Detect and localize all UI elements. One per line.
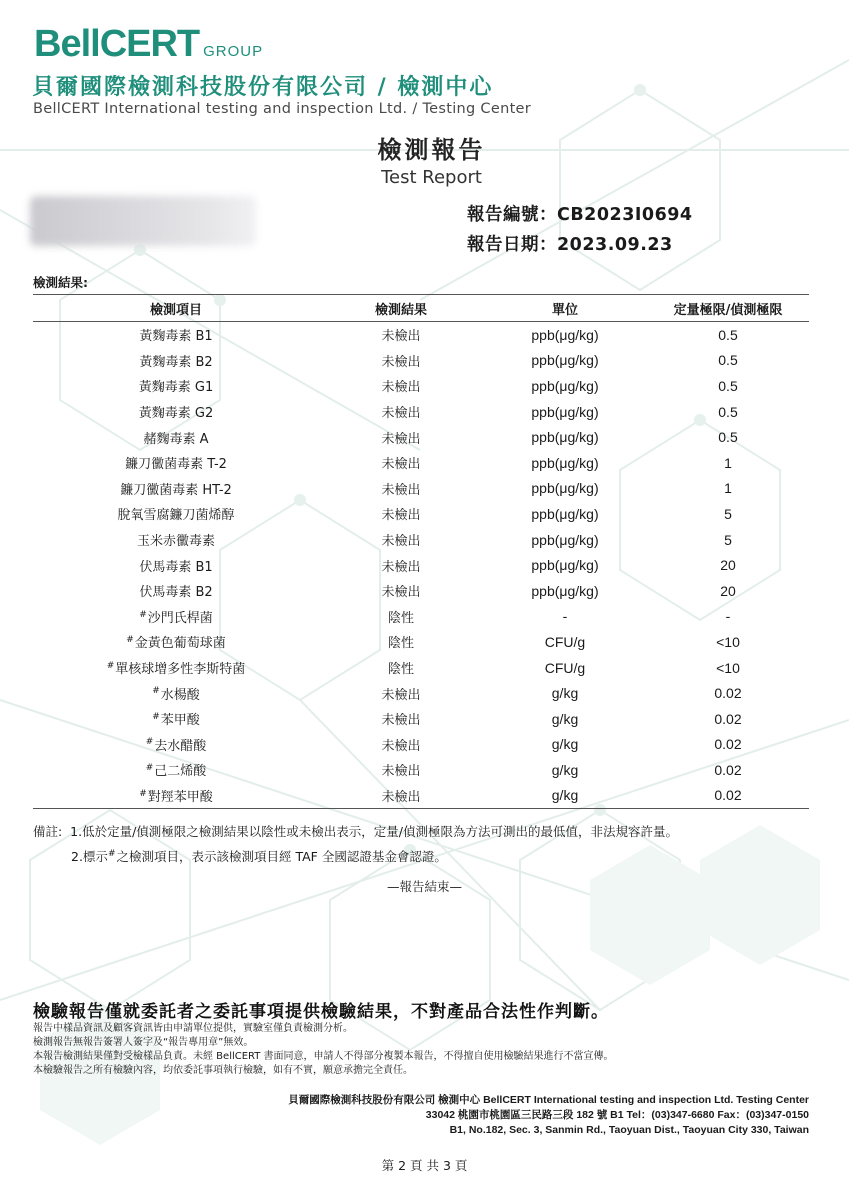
cell-item <box>33 450 319 476</box>
table-row <box>33 399 809 425</box>
item-name: 單核球增多性李斯特菌 <box>115 662 246 678</box>
column-header-item: 檢測項目 <box>33 295 319 322</box>
cell-limit: 20 <box>720 582 736 599</box>
cell-unit: ppb(μg/kg) <box>531 505 599 522</box>
report-number: CB2023I0694 <box>557 205 693 225</box>
table-row <box>33 732 809 758</box>
note-1: 1.低於定量/偵測極限之檢測結果以陰性或未檢出表示，定量/偵測極限為方法可測出的最低值，非法規容許量。 <box>70 824 679 839</box>
cell-item <box>33 732 319 758</box>
notes-label: 備註: <box>33 824 63 839</box>
item-name: 伏馬毒素 B2 <box>139 585 213 601</box>
table-row <box>33 424 809 450</box>
logo-wordmark: BellCERT <box>34 23 200 65</box>
note-2-line <box>71 843 678 868</box>
disclaimer-text <box>33 1022 614 1078</box>
cell-item <box>33 783 319 809</box>
table-row <box>33 706 809 732</box>
report-number-label: 報告編號： <box>467 205 557 225</box>
cell-result: 未檢出 <box>381 406 421 422</box>
taf-mark: # <box>139 609 147 620</box>
cell-unit: ppb(μg/kg) <box>531 557 599 574</box>
item-name: 對羥苯甲酸 <box>147 789 213 805</box>
cell-limit: 1 <box>724 454 732 471</box>
cell-item <box>33 527 319 553</box>
cell-unit: g/kg <box>551 685 579 702</box>
taf-mark: # <box>139 788 147 799</box>
item-name: 沙門氏桿菌 <box>147 610 213 626</box>
table-row <box>33 604 809 630</box>
footer-address-zh: 33042 桃園市桃園區三民路三段 182 號 B1 Tel：(03)347-6680 Fax：(03)347-0150 <box>425 1109 809 1121</box>
item-name: 黃麴毒素 G2 <box>138 406 214 422</box>
note-2-rest: 之檢測項目，表示該檢測項目經 TAF 全國認證基金會認證。 <box>116 849 447 865</box>
cell-limit: 1 <box>724 480 732 497</box>
note-1-line <box>33 821 678 843</box>
item-name: 玉米赤黴毒素 <box>136 534 215 550</box>
cell-limit: 0.02 <box>647 783 809 809</box>
item-name: 去水醋酸 <box>154 738 207 754</box>
report-date: 2023.09.23 <box>557 235 673 255</box>
cell-unit: ppb(μg/kg) <box>531 377 599 394</box>
taf-mark: # <box>152 711 160 722</box>
item-name: 黃麴毒素 G1 <box>138 380 214 396</box>
disclaimer-title: 檢驗報告僅就委託者之委託事項提供檢驗結果，不對產品合法性作判斷。 <box>33 1002 609 1022</box>
logo-group-text: GROUP <box>203 43 264 60</box>
cell-result: 未檢出 <box>381 482 421 498</box>
cell-item <box>33 604 319 630</box>
cell-limit: <10 <box>716 633 740 650</box>
cell-item <box>33 501 319 527</box>
cell-unit: CFU/g <box>544 633 586 650</box>
cell-unit: g/kg <box>551 710 579 727</box>
footer-address <box>288 1093 809 1138</box>
item-name: 脫氧雪腐鐮刀菌烯醇 <box>117 508 235 524</box>
cell-unit: ppb(μg/kg) <box>531 454 599 471</box>
cell-item <box>33 578 319 604</box>
report-meta <box>467 200 693 260</box>
cell-unit: g/kg <box>551 761 579 778</box>
taf-mark: # <box>107 849 116 859</box>
table-row <box>33 578 809 604</box>
cell-item <box>33 476 319 502</box>
cell-unit: ppb(μg/kg) <box>531 480 599 497</box>
cell-result: 未檢出 <box>381 585 421 601</box>
disclaimer-line: 報告中樣品資訊及顧客資訊皆由申請單位提供，實驗室僅負責檢測分析。 <box>33 1023 353 1034</box>
table-row <box>33 527 809 553</box>
item-name: 黃麴毒素 B2 <box>139 354 213 370</box>
cell-result: 未檢出 <box>381 508 421 524</box>
cell-item <box>33 399 319 425</box>
cell-limit: 0.5 <box>718 403 738 420</box>
report-title-zh: 檢測報告 <box>377 136 486 164</box>
cell-result: 未檢出 <box>381 713 421 729</box>
results-table <box>33 294 809 809</box>
taf-mark: # <box>106 660 115 671</box>
company-name-en: BellCERT International testing and inspection Ltd. / Testing Center <box>33 101 532 117</box>
note-2-prefix: 2.標示 <box>71 849 108 865</box>
cell-item <box>33 680 319 706</box>
cell-limit: 5 <box>724 531 732 548</box>
cell-result: 未檢出 <box>381 534 421 550</box>
footer-address-en: B1, No.182, Sec. 3, Sanmin Rd., Taoyuan Dist., Taoyuan City 330, Taiwan <box>449 1124 809 1136</box>
table-row <box>33 783 809 809</box>
table-row <box>33 476 809 502</box>
table-row <box>33 501 809 527</box>
column-header-limit: 定量極限/偵測極限 <box>647 295 809 322</box>
cell-limit: 0.02 <box>714 685 742 702</box>
column-header-unit: 單位 <box>483 295 647 322</box>
report-number-line <box>467 200 693 230</box>
results-section-label: 檢測結果: <box>33 275 88 290</box>
item-name: 鐮刀黴菌毒素 T-2 <box>125 457 227 473</box>
cell-item <box>33 322 319 348</box>
cell-item <box>33 424 319 450</box>
cell-unit: ppb(μg/kg) <box>531 403 599 420</box>
cell-result: 未檢出 <box>381 457 421 473</box>
cell-limit: 0.5 <box>718 326 738 343</box>
cell-result: 陰性 <box>387 610 414 626</box>
results-table-body <box>33 322 809 809</box>
column-header-result: 檢測結果 <box>319 295 483 322</box>
cell-limit: <10 <box>716 659 740 676</box>
cell-result: 未檢出 <box>381 764 421 780</box>
cell-unit: ppb(μg/kg) <box>531 531 599 548</box>
company-logo <box>34 24 263 72</box>
item-name: 鐮刀黴菌毒素 HT-2 <box>120 482 232 498</box>
page-number: 第 2 頁 共 3 頁 <box>381 1158 468 1173</box>
cell-limit: - <box>725 608 731 625</box>
cell-item <box>33 706 319 732</box>
item-name: 赭麴毒素 A <box>143 431 209 447</box>
cell-unit: ppb(μg/kg) <box>531 326 599 343</box>
cell-limit: 5 <box>724 505 732 522</box>
company-name-zh: 貝爾國際檢測科技股份有限公司 / 檢測中心 <box>32 75 494 100</box>
table-row <box>33 450 809 476</box>
cell-limit: 0.02 <box>714 710 742 727</box>
cell-result: 未檢出 <box>381 354 421 370</box>
disclaimer-line: 本檢驗報告之所有檢驗內容，均依委託事項執行檢驗，如有不實，願意承擔完全責任。 <box>33 1065 413 1076</box>
table-row <box>33 757 809 783</box>
table-header-row <box>33 295 809 322</box>
cell-unit: g/kg <box>483 783 647 809</box>
report-date-line <box>467 230 693 260</box>
disclaimer-line: 本報告檢測結果僅對受檢樣品負責。未經 BellCERT 書面同意，申請人不得部分複製本報告，不得擅自使用檢驗結果進行不當宣傳。 <box>33 1051 614 1062</box>
disclaimer-line: 檢測報告無報告簽署人簽字及“報告專用章”無效。 <box>33 1037 254 1048</box>
item-name: 黃麴毒素 B1 <box>139 329 213 345</box>
cell-item <box>33 629 319 655</box>
table-row <box>33 373 809 399</box>
cell-limit: 20 <box>720 557 736 574</box>
taf-mark: # <box>145 763 154 774</box>
notes <box>33 821 678 868</box>
cell-unit: - <box>562 608 568 625</box>
redacted-client-info <box>30 196 256 246</box>
cell-unit: CFU/g <box>544 659 586 676</box>
table-row <box>33 655 809 681</box>
cell-item <box>33 348 319 374</box>
cell-item <box>33 757 319 783</box>
item-name: 己二烯酸 <box>154 764 207 780</box>
item-name: 伏馬毒素 B1 <box>139 559 213 575</box>
cell-item <box>33 373 319 399</box>
cell-result: 陰性 <box>387 636 414 652</box>
cell-unit: ppb(μg/kg) <box>531 429 599 446</box>
cell-limit: 0.02 <box>714 761 742 778</box>
table-row <box>33 680 809 706</box>
cell-result: 未檢出 <box>319 783 483 809</box>
table-row <box>33 629 809 655</box>
cell-result: 陰性 <box>387 662 414 678</box>
cell-result: 未檢出 <box>381 738 421 754</box>
report-end-marker: —報告結束— <box>386 879 462 894</box>
item-name: 苯甲酸 <box>160 713 200 729</box>
taf-mark: # <box>126 635 134 646</box>
cell-limit: 0.5 <box>718 377 738 394</box>
cell-item <box>33 655 319 681</box>
cell-item <box>33 552 319 578</box>
footer-company: 貝爾國際檢測科技股份有限公司 檢測中心 BellCERT International testing and inspection Ltd. Testing Center <box>288 1094 809 1106</box>
item-name: 水楊酸 <box>160 687 200 703</box>
item-name: 金黃色葡萄球菌 <box>134 636 226 652</box>
cell-result: 未檢出 <box>381 431 421 447</box>
taf-mark: # <box>152 686 160 697</box>
cell-result: 未檢出 <box>381 380 421 396</box>
cell-result: 未檢出 <box>381 687 421 703</box>
cell-limit: 0.5 <box>718 352 738 369</box>
report-date-label: 報告日期： <box>467 235 557 255</box>
cell-unit: ppb(μg/kg) <box>531 352 599 369</box>
report-title-en: Test Report <box>381 167 482 188</box>
cell-result: 未檢出 <box>381 559 421 575</box>
table-row <box>33 552 809 578</box>
table-row <box>33 322 809 348</box>
taf-mark: # <box>145 737 154 748</box>
cell-limit: 0.02 <box>714 736 742 753</box>
cell-unit: ppb(μg/kg) <box>531 582 599 599</box>
table-row <box>33 348 809 374</box>
cell-unit: g/kg <box>551 736 579 753</box>
cell-limit: 0.5 <box>718 429 738 446</box>
cell-result: 未檢出 <box>381 329 421 345</box>
